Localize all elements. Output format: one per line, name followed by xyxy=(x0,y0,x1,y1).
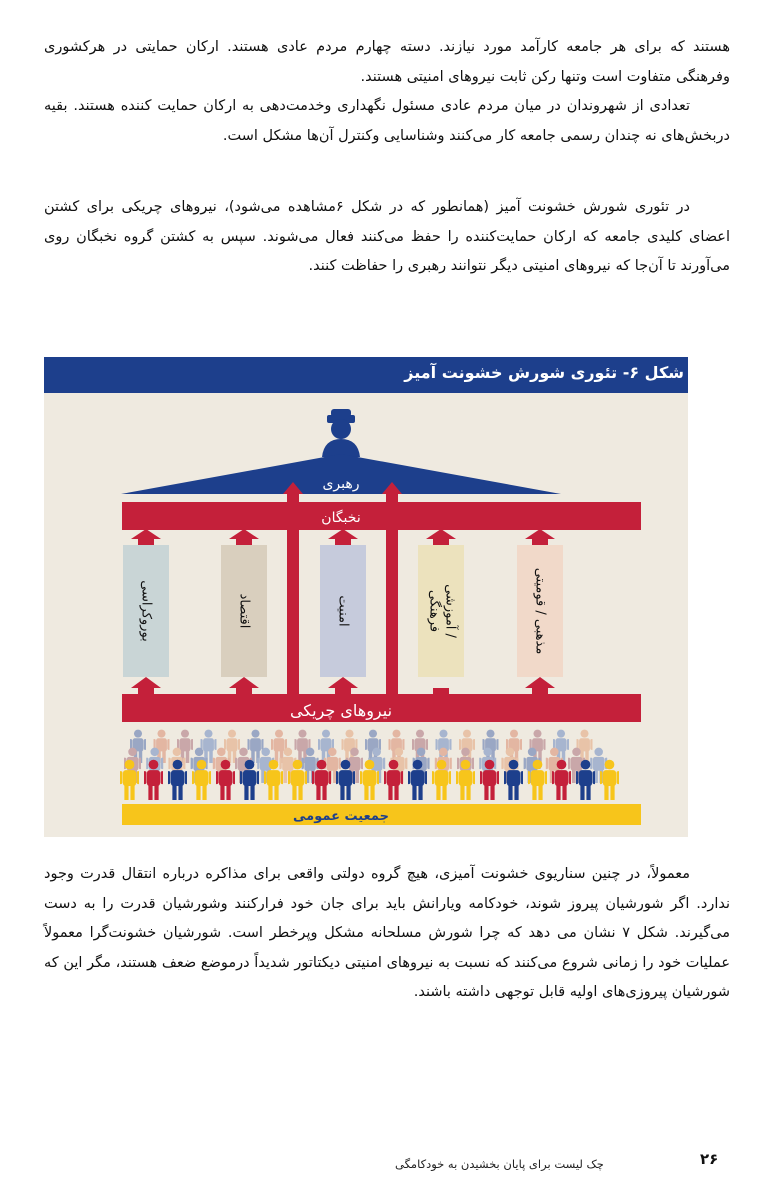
page-number: ۲۶ xyxy=(700,1150,719,1168)
running-footer-title: چک لیست برای پایان بخشیدن به خودکامگی xyxy=(395,1157,604,1171)
arrow-up-icon xyxy=(229,677,259,694)
pillar-security xyxy=(320,545,366,677)
pillar-label: امنیت xyxy=(335,595,351,627)
arrow-up-icon xyxy=(426,688,456,694)
arrow-up-icon xyxy=(525,529,555,545)
guerrilla-column-right xyxy=(386,492,398,694)
figure-violent-insurgency xyxy=(44,357,688,837)
pillar-label-line2: آموزشی / xyxy=(442,584,458,638)
pillar-label-line1: فرهنگی xyxy=(426,589,442,633)
pillar-label: بوروکراسی xyxy=(138,580,154,642)
arrow-up-icon xyxy=(229,529,259,545)
paragraph-1: هستند که برای هر جامعه کارآمد مورد نیازند. دسته چهارم مردم عادی هستند. ارکان حمایتی در هرکشوری وفرهنگی متفاوت است وتنها رکن ثابت نیروهای امنیتی هستند. xyxy=(44,39,730,85)
pillar-label: مذهبی / قومیتی xyxy=(532,567,548,655)
population-label: جمعیت عمومی xyxy=(293,809,389,824)
arrow-up-icon xyxy=(328,677,358,694)
leadership-label: رهبری xyxy=(322,476,360,492)
elites-label: نخبگان xyxy=(321,510,361,526)
pillar-bureaucracy xyxy=(123,545,169,677)
arrow-up-icon xyxy=(131,529,161,545)
paragraph-3: در تئوری شورش خشونت آمیز (همانطور که در شکل ۶مشاهده می‌شود)، نیروهای چریکی برای کشتن اعضای کلیدی جامعه که ارکان حمایت‌کننده را حفظ می‌کنند فعال می‌شوند. سپس به کشتن گروه نخبگان روی می‌آورند تا آن‌جا که نیروهای امنیتی دیگر نتوانند رهبری را حفاظت کنند. xyxy=(44,199,730,274)
arrow-up-icon xyxy=(525,677,555,694)
pillar-economy xyxy=(221,545,267,677)
pillar-religion-ethnicity xyxy=(517,545,563,677)
pillars-diagram xyxy=(44,357,688,837)
paragraph-4: معمولاً، در چنین سناریوی خشونت آمیزی، هیچ گروه دولتی واقعی برای مذاکره درباره انتقال قدرت وجود ندارد. اگر شورشیان پیروز شوند، خودکامه ویارانش باید برای جان خود فرارکنند وشورشیان قدرت را به دست می‌گیرند. شکل ۷ نشان می دهد که چرا شورش مسلحانه مشکل وپرخطر است. شورشیان خشونت‌گرا معمولاً عملیات خود را زمانی شروع می‌کنند که نسبت به نیروهای امنیتی دیکتاتور شدیداً درموضع ضعف هستند، مگر این که شورشیان پیروزی‌های اولیه قابل توجهی داشته باشند. xyxy=(44,866,730,1000)
elites-bar xyxy=(122,502,641,530)
leader-icon xyxy=(322,409,360,457)
arrow-up-icon xyxy=(131,677,161,694)
figure-title: شکل ۶- تئوری شورش خشونت آمیز xyxy=(404,363,684,382)
population-crowd xyxy=(119,730,620,800)
pillar-label: اقتصاد xyxy=(236,593,252,629)
pillar-culture-education xyxy=(418,545,464,677)
guerrillas-label: نیروهای چریکی xyxy=(289,701,393,720)
guerrilla-column-left xyxy=(287,492,299,694)
arrow-up-icon xyxy=(328,529,358,545)
paragraph-2: تعدادی از شهروندان در میان مردم عادی مسئول نگهداری وخدمت‌دهی به ارکان حمایت کننده هستند. بقیه دربخش‌های نه چندان رسمی جامعه کار می‌کنند وشناسایی وکنترل آن‌ها مشکل است. xyxy=(44,98,730,144)
arrow-up-icon xyxy=(426,529,456,545)
